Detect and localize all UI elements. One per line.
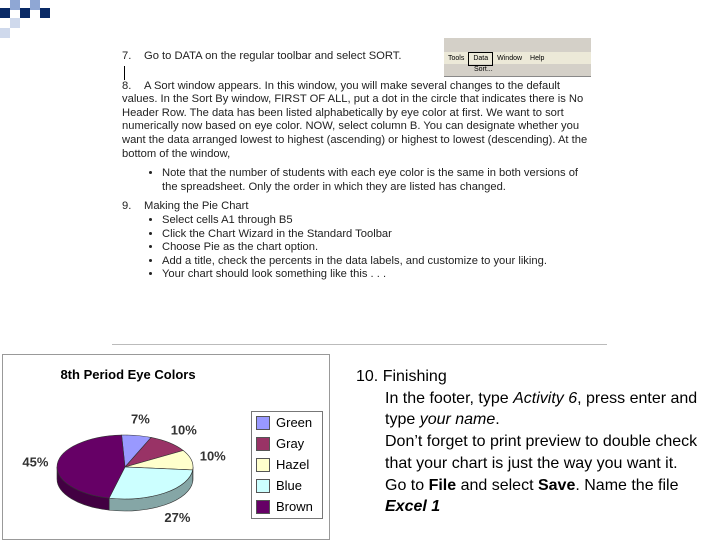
instruction-line — [385, 475, 716, 518]
list-item: • Choose Pie as the chart option. — [162, 241, 592, 255]
sort-menu-item[interactable]: Sort... — [474, 66, 493, 73]
legend-swatch — [256, 500, 270, 514]
instruction-text: File — [428, 476, 457, 494]
instruction-text: Don’t forget to print preview to double check that your chart is just the way you want it. — [385, 433, 698, 472]
decor-square — [10, 0, 20, 10]
pie-data-label: 45% — [22, 454, 49, 470]
instruction-text: , press enter and type — [385, 389, 698, 429]
list-item: • Note that the number of students with each eye color is the same in both versions of the spreadsheet. Only the order in which they are listed has changed. — [162, 167, 592, 194]
instruction-line — [385, 431, 716, 474]
legend-label: Brown — [276, 499, 313, 514]
instruction-text: Go to — [385, 476, 429, 494]
decor-square — [40, 8, 50, 18]
pie-data-label: 10% — [170, 422, 197, 438]
instruction-text: your name — [419, 411, 496, 429]
legend-swatch — [256, 416, 270, 430]
excel-menu-screenshot — [444, 38, 591, 77]
menu-tools[interactable]: Tools — [448, 55, 465, 62]
legend-item-brown — [252, 496, 322, 517]
step-10-heading: 10. Finishing — [356, 368, 447, 385]
divider — [112, 344, 607, 345]
instructions-scan — [112, 38, 607, 344]
step-7: 7. Go to DATA on the regular toolbar and select SORT. — [122, 50, 402, 62]
pie-data-label: 27% — [164, 510, 191, 526]
legend-item-hazel — [252, 454, 322, 475]
pie-data-label: 10% — [199, 448, 226, 464]
decor-square — [30, 0, 40, 10]
instruction-text: Save — [537, 476, 576, 494]
menu-data[interactable]: Data — [468, 52, 493, 66]
instruction-text: and select — [456, 476, 538, 494]
decor-square — [0, 8, 10, 18]
decor-square — [0, 28, 10, 38]
pie-data-label: 7% — [131, 411, 150, 427]
legend-item-blue — [252, 475, 322, 496]
instruction-text: . — [495, 411, 500, 429]
instruction-line — [385, 388, 716, 431]
list-item: • Your chart should look something like this . . . — [162, 268, 592, 282]
decor-square — [20, 8, 30, 18]
step-8: 8. A Sort window appears. In this window, you will make several changes to the default values. In the Sort By window, FIRST OF ALL, put a dot in the circle that indicates there is No Header Row. The data has been listed alphabetically by eye color at first. We want to sort numerically now based on eye color. NOW, select column B. You can designate whether you want the data arranged lowest to highest (ascending) or highest to lowest (descending). At the bottom of the window, — [122, 79, 588, 160]
legend-swatch — [256, 437, 270, 451]
instruction-text: . Name the file — [575, 476, 679, 494]
legend-label: Gray — [276, 436, 305, 451]
pie-chart — [2, 354, 330, 540]
menu-bar — [444, 52, 591, 64]
instruction-text: Excel 1 — [385, 498, 441, 516]
step-9: 9. Making the Pie Chart — [122, 200, 249, 213]
legend-label: Blue — [276, 478, 303, 493]
step-8-bullets — [122, 167, 592, 194]
chart-legend — [251, 411, 323, 519]
corner-decoration — [0, 0, 60, 50]
menu-window[interactable]: Window — [497, 55, 523, 62]
legend-swatch — [256, 479, 270, 493]
list-item: • Click the Chart Wizard in the Standard Toolbar — [162, 228, 592, 242]
list-item: • Select cells A1 through B5 — [162, 214, 592, 228]
legend-label: Green — [276, 415, 313, 430]
instruction-text: In the footer, type — [385, 389, 514, 407]
pie-svg — [3, 355, 253, 539]
legend-item-gray — [252, 433, 322, 454]
legend-label: Hazel — [276, 457, 310, 472]
decor-square — [10, 18, 20, 28]
legend-item-green — [252, 412, 322, 433]
list-item: • Add a title, check the percents in the data labels, and customize to your liking. — [162, 255, 592, 269]
instruction-text: Activity 6 — [513, 389, 578, 407]
step-10-body — [356, 388, 716, 518]
legend-swatch — [256, 458, 270, 472]
menu-help[interactable]: Help — [530, 55, 545, 62]
instructions-text — [122, 50, 592, 282]
chart-title: 8th Period Eye Colors — [60, 367, 196, 382]
finishing-instructions — [356, 366, 716, 518]
step-9-bullets — [122, 214, 592, 282]
